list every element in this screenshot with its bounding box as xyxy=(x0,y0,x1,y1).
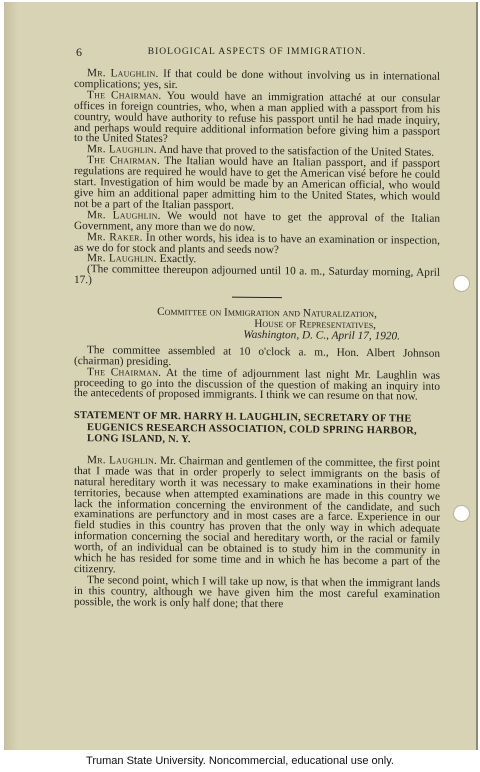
statement-heading-line: STATEMENT OF MR. HARRY H. LAUGHLIN, SECRETARY OF THE xyxy=(74,410,412,425)
speaker-name: The Chairman. xyxy=(87,88,162,102)
copyright-footer: Truman State University. Noncommercial, educational use only. xyxy=(86,755,394,767)
punch-hole xyxy=(453,505,470,522)
page-body xyxy=(74,68,440,611)
transcript-paragraph xyxy=(74,367,440,404)
transcript-paragraph xyxy=(74,455,440,579)
session-heading xyxy=(74,306,440,343)
paragraph-text: If that could be done without involving us in international complications; yes, sir. xyxy=(74,67,440,91)
speaker-name: Mr. Laughlin. xyxy=(87,252,157,266)
speaker-name: The Chairman. xyxy=(87,365,162,379)
speaker-name: Mr. Raker. xyxy=(87,230,143,244)
speaker-name: Mr. Laughlin. xyxy=(87,208,161,222)
transcript-paragraph xyxy=(74,264,440,290)
speaker-name: Mr. Laughlin. xyxy=(87,454,157,467)
paragraph-text: Exactly. xyxy=(156,253,197,266)
transcript-paragraph xyxy=(74,155,440,213)
speaker-name: Mr. Laughlin. xyxy=(87,143,157,157)
running-title: BIOLOGICAL ASPECTS OF IMMIGRATION. xyxy=(147,47,367,57)
paragraph-text: You would have an immigration attaché at our consular offices in foreign countries, who, when a man applied with a passport from his country, would have authority to refuse his passport until he had made inquiry, and perhaps would require additional information before giving him a passport to the United States? xyxy=(74,89,440,146)
paragraph-text: The Italian would have an Italian passport, and if passport regulations are required he would have to get the American visé before he could start. Investigation of him would be made by an American official, who would give him an additional paper admitting him to the United States, which would not be a part of the Italian passport. xyxy=(74,155,440,212)
paragraph-text: Mr. Chairman and gentlemen of the committee, the first point that I made was that in order properly to select immigrants on the basis of natural hereditary worth it was necessary to make examinations in their home territories, because when attempted examinations are made in this country we lack the information concerning the environment of the candidate, and such examinations are perfunctory and in most cases are a farce. Experience in our field studies in this country has proven that the only way in which adequate information concerning the social and hereditary worth, or the racial or family worth, of an individual can be obtained is to study him in the community in which he has resided for some time and in which he has become a part of the citizenry. xyxy=(74,454,440,576)
punch-hole xyxy=(453,275,470,292)
statement-heading-line: LONG ISLAND, N. Y. xyxy=(87,433,191,446)
speaker-name: The Chairman. xyxy=(87,154,161,168)
transcript-block-3 xyxy=(74,455,440,612)
paragraph-text: The second point, which I will take up now, is that when the immigrant lands in this country, although we have given him the most careful examination possible, the work is only half done; that there xyxy=(74,573,440,610)
document-page xyxy=(4,2,478,750)
session-date: Washington, D. C., April 17, 1920. xyxy=(243,328,400,343)
transcript-block-1 xyxy=(74,68,440,290)
paragraph-text: We would not have to get the approval of the Italian Government, any more than we do now. xyxy=(74,209,440,234)
paragraph-text: And have that proved to the satisfaction of the United States. xyxy=(156,144,435,160)
page-number: 6 xyxy=(76,45,82,59)
paragraph-text: The committee assembled at 10 o'clock a. m., Hon. Albert Johnson (chairman) presiding. xyxy=(74,343,440,368)
statement-heading-line: EUGENICS RESEARCH ASSOCIATION, COLD SPRING HARBOR, xyxy=(87,422,417,437)
section-divider xyxy=(232,297,282,299)
paragraph-text: (The committee thereupon adjourned until 10 a. m., Saturday morning, April 17.) xyxy=(74,263,440,287)
paragraph-text: At the time of adjournment last night Mr. Laughlin was proceeding to go into the discussion of the question of making an inquiry into the antecedents of proposed immigrants. I think we can resume on that now. xyxy=(74,366,440,404)
speaker-name: Mr. Laughlin. xyxy=(87,67,159,80)
paragraph-text: In other words, his idea is to have an examination or inspection, as we do for stock and plants and seeds now? xyxy=(74,231,440,256)
house-name: House of Representatives, xyxy=(254,317,376,332)
statement-heading xyxy=(74,410,440,448)
transcript-paragraph xyxy=(74,575,440,612)
transcript-paragraph xyxy=(74,90,440,148)
page-header xyxy=(74,45,440,59)
transcript-block-2 xyxy=(74,345,440,403)
committee-name: Committee on Immigration and Naturalization, xyxy=(157,305,377,321)
